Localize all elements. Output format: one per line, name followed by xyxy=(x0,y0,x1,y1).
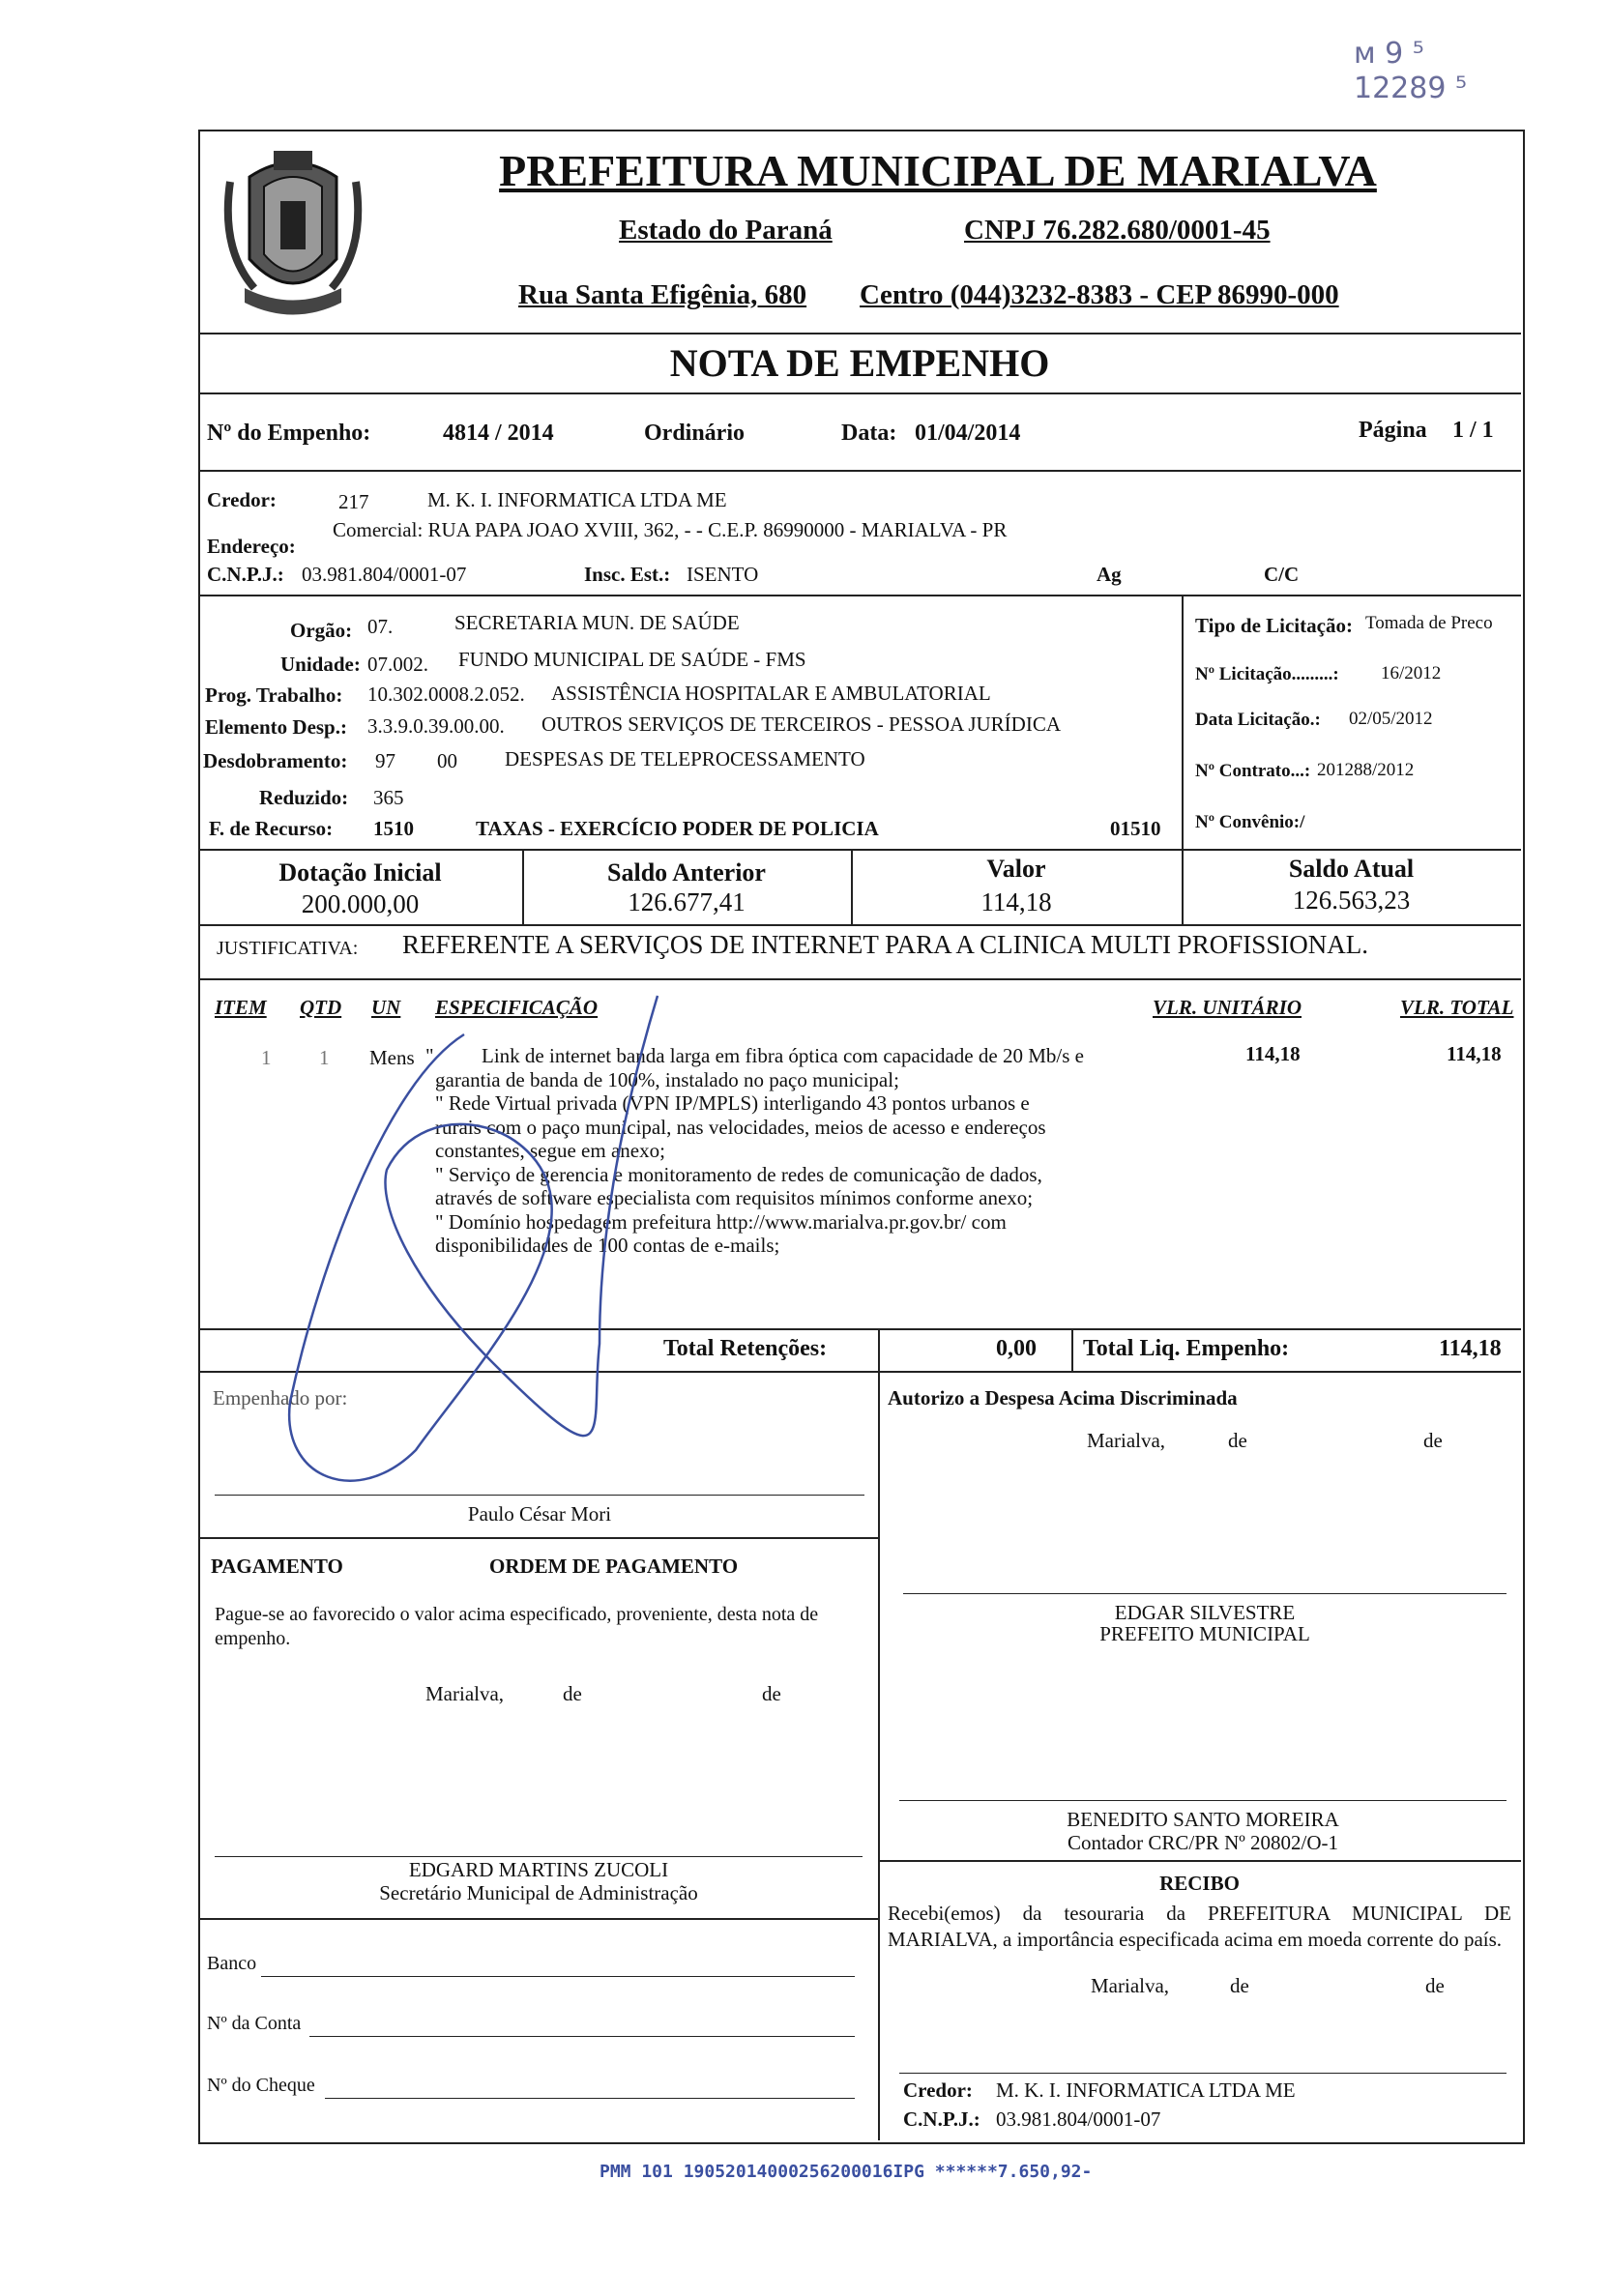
autorizo-de-2: de xyxy=(1423,1429,1443,1452)
state-label: Estado do Paraná xyxy=(619,215,833,246)
description-line: garantia de banda de 100%, instalado no paço municipal; xyxy=(435,1067,899,1091)
desdobramento-sub: 00 xyxy=(437,749,457,772)
recibo-de-2: de xyxy=(1425,1974,1445,1997)
empenho-type: Ordinário xyxy=(644,421,746,446)
recibo-credor-label: Credor: xyxy=(903,2078,973,2102)
header-contact: Centro (044)3232-8383 - CEP 86990-000 xyxy=(860,279,1339,310)
pagamento-label: PAGAMENTO xyxy=(211,1555,343,1578)
item-qtd: 1 xyxy=(319,1046,330,1069)
recibo-text: Recebi(emos) da tesouraria da PREFEITURA MUNICIPAL DE MARIALVA, a importância especificada acima em moeda corrente do país. xyxy=(888,1902,1511,1951)
dotacao-inicial-label: Dotação Inicial xyxy=(278,858,442,886)
page-number: 1 / 1 xyxy=(1452,418,1494,443)
desdobramento-name: DESPESAS DE TELEPROCESSAMENTO xyxy=(505,747,865,770)
saldo-anterior-label: Saldo Anterior xyxy=(607,858,766,886)
ordem-pagamento-text: Pague-se ao favorecido o valor acima especificado, proveniente, desta nota de empenho. xyxy=(215,1604,819,1649)
elemento-code: 3.3.9.0.39.00.00. xyxy=(367,714,505,738)
tipo-licitacao: Tomada de Preco xyxy=(1365,613,1493,633)
credor-name: M. K. I. INFORMATICA LTDA ME xyxy=(427,488,727,511)
prefeito-name: EDGAR SILVESTRE xyxy=(1114,1601,1296,1624)
autorizo-place: Marialva, xyxy=(1087,1429,1166,1452)
saldo-atual-label: Saldo Atual xyxy=(1288,855,1415,883)
contador-title: Contador CRC/PR Nº 20802/O-1 xyxy=(1067,1831,1339,1854)
total-retencoes-label: Total Retenções: xyxy=(663,1336,828,1361)
insc-value: ISENTO xyxy=(687,563,759,586)
recibo-de-1: de xyxy=(1230,1974,1249,1997)
col-header-qtd: QTD xyxy=(300,996,342,1019)
autorizo-de-1: de xyxy=(1228,1429,1247,1452)
coat-of-arms-icon xyxy=(220,143,366,333)
recibo-cnpj-label: C.N.P.J.: xyxy=(903,2107,980,2131)
page-label: Página xyxy=(1359,418,1427,443)
description-line: " Rede Virtual privada (VPN IP/MPLS) interligando 43 pontos urbanos e xyxy=(435,1091,1030,1115)
cheque-label: Nº do Cheque xyxy=(207,2075,315,2096)
description-line: rurais com o paço municipal, nas velocidades, meios de acesso e endereços xyxy=(435,1115,1046,1139)
cc-label: C/C xyxy=(1264,563,1300,586)
contrato-number: 201288/2012 xyxy=(1317,760,1415,780)
ag-label: Ag xyxy=(1097,563,1122,586)
reduzido-label: Reduzido: xyxy=(259,786,349,809)
empenho-number-label: Nº do Empenho: xyxy=(207,421,371,446)
empenhado-label: Empenhado por: xyxy=(213,1386,348,1410)
document-title: NOTA DE EMPENHO xyxy=(669,341,1050,385)
prog-name: ASSISTÊNCIA HOSPITALAR E AMBULATORIAL xyxy=(551,682,991,705)
prefeito-title: PREFEITO MUNICIPAL xyxy=(1099,1622,1310,1645)
description-line: " Domínio hospedagem prefeitura http://www.marialva.pr.gov.br/ com xyxy=(435,1209,1007,1234)
handwritten-note-2: 12289 ⁵ xyxy=(1354,72,1467,105)
conta-label: Nº da Conta xyxy=(207,2013,302,2034)
desdobramento-code: 97 xyxy=(375,749,395,772)
elemento-label: Elemento Desp.: xyxy=(205,715,347,739)
desdobramento-label: Desdobramento: xyxy=(203,749,348,772)
ordem-de-2: de xyxy=(762,1682,781,1705)
banco-label: Banco xyxy=(207,1953,257,1974)
description-line: disponibilidades de 100 contas de e-mails; xyxy=(435,1234,780,1257)
secretario-name: EDGARD MARTINS ZUCOLI xyxy=(408,1858,669,1881)
saldo-atual-value: 126.563,23 xyxy=(1292,886,1411,915)
autorizo-label: Autorizo a Despesa Acima Discriminada xyxy=(888,1386,1238,1410)
item-unit-value: 114,18 xyxy=(1245,1042,1301,1065)
credor-cnpj: 03.981.804/0001-07 xyxy=(302,563,467,586)
licitacao-number-label: Nº Licitação.........: xyxy=(1195,664,1339,684)
credor-cnpj-label: C.N.P.J.: xyxy=(207,563,284,586)
convenio-label: Nº Convênio:/ xyxy=(1195,812,1305,832)
col-header-item: ITEM xyxy=(215,996,267,1019)
empenho-number: 4814 / 2014 xyxy=(443,421,554,446)
ordem-pagamento-title: ORDEM DE PAGAMENTO xyxy=(489,1555,739,1578)
footer-code: PMM 101 19052014000256200016IPG ******7.650,92- xyxy=(600,2162,1093,2182)
unidade-label: Unidade: xyxy=(280,653,361,676)
empenho-date: 01/04/2014 xyxy=(915,421,1021,446)
recibo-cnpj: 03.981.804/0001-07 xyxy=(996,2107,1161,2131)
recibo-credor-name: M. K. I. INFORMATICA LTDA ME xyxy=(996,2078,1296,2102)
total-liquido-value: 114,18 xyxy=(1439,1336,1502,1361)
unidade-name: FUNDO MUNICIPAL DE SAÚDE - FMS xyxy=(458,648,806,671)
item-total-value: 114,18 xyxy=(1447,1042,1502,1065)
credor-code: 217 xyxy=(338,490,369,513)
header-address: Rua Santa Efigênia, 680 xyxy=(518,279,807,310)
licitacao-number: 16/2012 xyxy=(1381,663,1442,683)
valor-label: Valor xyxy=(986,855,1046,883)
item-description xyxy=(435,1044,1131,1258)
ordem-de-1: de xyxy=(563,1682,582,1705)
credor-label: Credor: xyxy=(207,488,277,511)
col-header-unit-value: VLR. UNITÁRIO xyxy=(1153,996,1302,1019)
insc-label: Insc. Est.: xyxy=(584,563,671,586)
endereco-label: Endereço: xyxy=(207,535,296,558)
dotacao-inicial-value: 200.000,00 xyxy=(301,889,420,918)
orgao-label: Orgão: xyxy=(290,619,353,642)
total-liquido-label: Total Liq. Empenho: xyxy=(1083,1336,1290,1361)
valor-value: 114,18 xyxy=(980,887,1052,916)
orgao-code: 07. xyxy=(367,615,394,638)
contador-name: BENEDITO SANTO MOREIRA xyxy=(1067,1808,1339,1831)
orgao-name: SECRETARIA MUN. DE SAÚDE xyxy=(454,611,740,634)
fonte-code: 1510 xyxy=(373,817,414,840)
total-retencoes-value: 0,00 xyxy=(996,1336,1037,1361)
item-quote: " xyxy=(425,1044,434,1067)
fonte-name: TAXAS - EXERCÍCIO PODER DE POLICIA xyxy=(476,817,879,840)
empenhado-name: Paulo César Mori xyxy=(467,1502,612,1526)
description-line: " Serviço de gerencia e monitoramento de redes de comunicação de dados, xyxy=(435,1162,1042,1186)
contrato-label: Nº Contrato...: xyxy=(1195,761,1311,781)
justificativa-text: REFERENTE A SERVIÇOS DE INTERNET PARA A CLINICA MULTI PROFISSIONAL. xyxy=(402,930,1368,959)
description-line: constantes, segue em anexo; xyxy=(435,1139,665,1162)
item-unit: Mens xyxy=(369,1046,415,1069)
description-line: Link de internet banda larga em fibra óptica com capacidade de 20 Mb/s e xyxy=(482,1044,1084,1067)
item-number: 1 xyxy=(261,1046,272,1069)
tipo-licitacao-label: Tipo de Licitação: xyxy=(1195,614,1353,637)
recibo-title: RECIBO xyxy=(1159,1872,1240,1895)
justificativa-label: JUSTIFICATIVA: xyxy=(217,938,359,959)
unidade-code: 07.002. xyxy=(367,653,428,676)
ordem-place: Marialva, xyxy=(425,1682,505,1705)
fonte-label: F. de Recurso: xyxy=(209,817,334,840)
reduzido-code: 365 xyxy=(373,786,404,809)
header-cnpj: CNPJ 76.282.680/0001-45 xyxy=(964,215,1271,246)
empenho-date-label: Data: xyxy=(841,421,897,446)
endereco-value: Comercial: RUA PAPA JOAO XVIII, 362, - - C.E.P. 86990000 - MARIALVA - PR xyxy=(333,518,1008,541)
saldo-anterior-value: 126.677,41 xyxy=(628,887,746,916)
prog-code: 10.302.0008.2.052. xyxy=(367,683,525,706)
col-header-un: UN xyxy=(371,996,401,1019)
fonte-number: 01510 xyxy=(1110,817,1161,840)
description-line: através de software especialista com requisitos mínimos conforme anexo; xyxy=(435,1186,1034,1209)
handwritten-note-1: ᴍ 9 ⁵ xyxy=(1354,37,1424,71)
col-header-especificacao: ESPECIFICAÇÃO xyxy=(435,996,599,1019)
data-licitacao-label: Data Licitação.: xyxy=(1195,710,1321,730)
secretario-title: Secretário Municipal de Administração xyxy=(379,1881,698,1904)
data-licitacao: 02/05/2012 xyxy=(1349,709,1433,729)
elemento-name: OUTROS SERVIÇOS DE TERCEIROS - PESSOA JURÍDICA xyxy=(541,712,1062,736)
col-header-total-value: VLR. TOTAL xyxy=(1400,996,1514,1019)
recibo-place: Marialva, xyxy=(1091,1974,1170,1997)
prog-label: Prog. Trabalho: xyxy=(205,683,343,707)
page-title: PREFEITURA MUNICIPAL DE MARIALVA xyxy=(499,146,1377,195)
